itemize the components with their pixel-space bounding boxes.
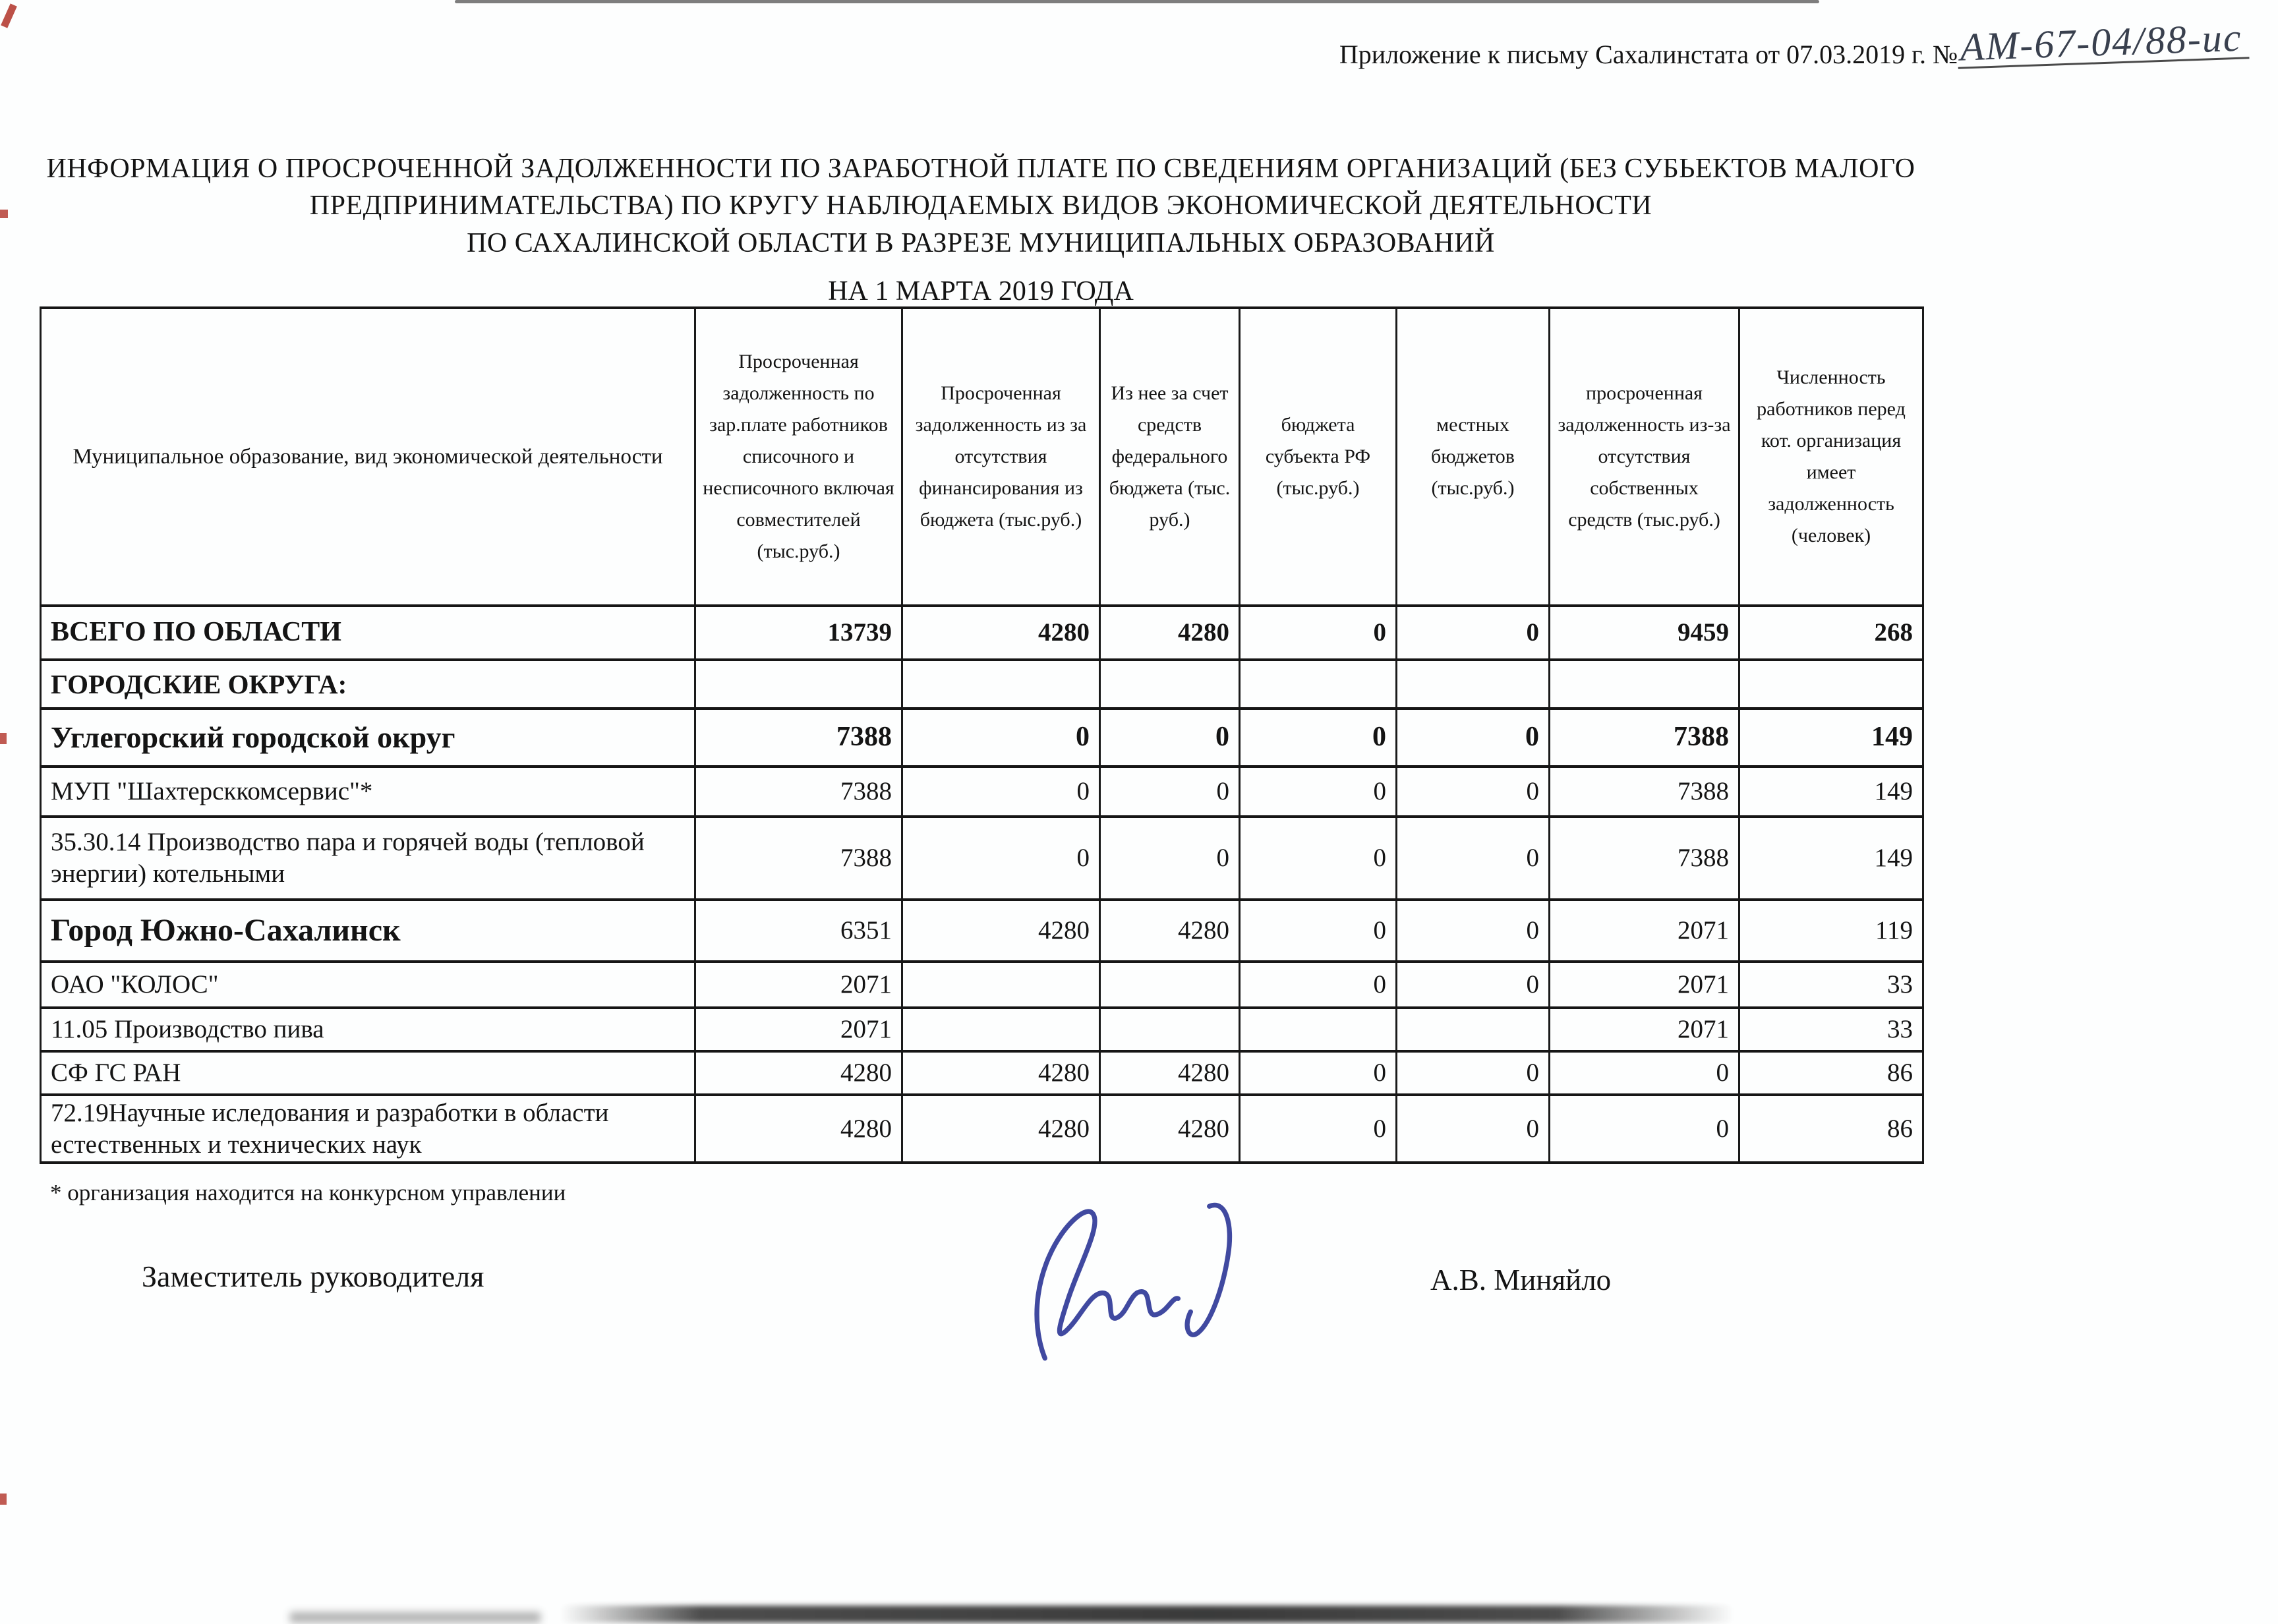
row-value: 0	[902, 817, 1100, 900]
row-value: 0	[902, 767, 1100, 817]
scan-artifact-red-mark	[0, 1494, 7, 1505]
column-header-employee-count: Численность работников перед кот. организация имеет задолженность (человек)	[1739, 308, 1923, 606]
handwritten-signature	[1002, 1193, 1266, 1371]
row-value: 33	[1739, 1008, 1923, 1051]
row-value: 0	[1550, 1051, 1739, 1095]
column-header-total-arrears: Просроченная задолженность по зар.плате работников списочного и несписочного включая совместителей (тыс.руб.)	[695, 308, 902, 606]
row-value: 4280	[902, 900, 1100, 962]
row-value: 0	[1100, 709, 1240, 767]
row-value: 0	[1397, 900, 1550, 962]
row-value: 268	[1739, 606, 1923, 660]
row-value: 4280	[695, 1051, 902, 1095]
row-value: 0	[1240, 767, 1397, 817]
row-value: 2071	[695, 962, 902, 1008]
row-value	[1240, 1008, 1397, 1051]
row-value	[1100, 962, 1240, 1008]
row-value: 7388	[1550, 817, 1739, 900]
row-label: ВСЕГО ПО ОБЛАСТИ	[41, 606, 695, 660]
row-value: 2071	[695, 1008, 902, 1051]
row-value: 0	[1100, 817, 1240, 900]
column-header-municipality: Муниципальное образование, вид экономической деятельности	[41, 308, 695, 606]
row-value: 0	[1397, 962, 1550, 1008]
row-value: 4280	[1100, 900, 1240, 962]
row-value	[1100, 660, 1240, 709]
row-label: МУП "Шахтерсккомсервис"*	[41, 767, 695, 817]
row-value: 0	[1240, 817, 1397, 900]
scan-artifact-red-mark	[1, 3, 17, 28]
row-label: 72.19Научные иследования и разработки в области естественных и технических наук	[41, 1095, 695, 1163]
row-value: 4280	[902, 606, 1100, 660]
row-value	[902, 1008, 1100, 1051]
table-row	[41, 1095, 1923, 1163]
row-label: ОАО "КОЛОС"	[41, 962, 695, 1008]
title-line-2: ПРЕДПРИНИМАТЕЛЬСТВА) ПО КРУГУ НАБЛЮДАЕМЫХ ВИДОВ ЭКОНОМИЧЕСКОЙ ДЕЯТЕЛЬНОСТИ	[309, 190, 1652, 221]
row-value: 0	[1397, 767, 1550, 817]
row-value: 0	[1550, 1095, 1739, 1163]
document-subtitle: НА 1 МАРТА 2019 ГОДА	[828, 276, 1134, 306]
row-value: 0	[1397, 606, 1550, 660]
row-value: 0	[1100, 767, 1240, 817]
row-label: Углегорский городской округ	[41, 709, 695, 767]
row-value	[902, 660, 1100, 709]
row-value: 0	[1240, 962, 1397, 1008]
row-value	[1100, 1008, 1240, 1051]
footnote: * организация находится на конкурсном управлении	[50, 1180, 566, 1205]
row-label: 11.05 Производство пива	[41, 1008, 695, 1051]
row-value: 13739	[695, 606, 902, 660]
table-row	[41, 1051, 1923, 1095]
row-label: СФ ГС РАН	[41, 1051, 695, 1095]
scan-artifact-bottom-shadow	[290, 1612, 540, 1623]
row-value	[695, 660, 902, 709]
row-value: 4280	[1100, 1051, 1240, 1095]
row-value: 0	[1397, 709, 1550, 767]
row-value: 4280	[902, 1095, 1100, 1163]
row-value: 0	[1240, 900, 1397, 962]
table-row	[41, 1008, 1923, 1051]
signer-name: А.В. Миняйло	[1430, 1263, 1612, 1296]
column-header-budget-arrears: Просроченная задолженность из за отсутствия финансирования из бюджета (тыс.руб.)	[902, 308, 1100, 606]
row-value	[902, 962, 1100, 1008]
table-row	[41, 900, 1923, 962]
row-value: 4280	[695, 1095, 902, 1163]
row-value: 86	[1739, 1095, 1923, 1163]
row-value	[1397, 1008, 1550, 1051]
row-value	[1240, 660, 1397, 709]
row-value: 149	[1739, 709, 1923, 767]
row-value: 2071	[1550, 900, 1739, 962]
row-value	[1739, 660, 1923, 709]
row-value: 0	[1397, 1095, 1550, 1163]
row-value	[1550, 660, 1739, 709]
row-value: 0	[1397, 817, 1550, 900]
row-value: 149	[1739, 767, 1923, 817]
scan-artifact-bottom-shadow	[560, 1606, 1734, 1623]
row-value: 7388	[695, 767, 902, 817]
table-row	[41, 606, 1923, 660]
row-value: 0	[1240, 709, 1397, 767]
row-value: 149	[1739, 817, 1923, 900]
appendix-label: Приложение к письму Сахалинстата от 07.03.2019 г. №	[1339, 40, 1958, 69]
row-value: 7388	[695, 709, 902, 767]
title-line-3: ПО САХАЛИНСКОЙ ОБЛАСТИ В РАЗРЕЗЕ МУНИЦИПАЛЬНЫХ ОБРАЗОВАНИЙ	[467, 227, 1495, 258]
column-header-local-budget: местных бюджетов (тыс.руб.)	[1397, 308, 1550, 606]
row-value: 9459	[1550, 606, 1739, 660]
arrears-table	[40, 306, 1924, 1164]
row-value: 0	[1240, 606, 1397, 660]
column-header-own-funds: просроченная задолженность из-за отсутствия собственных средств (тыс.руб.)	[1550, 308, 1739, 606]
row-value: 0	[1240, 1095, 1397, 1163]
row-value: 4280	[902, 1051, 1100, 1095]
row-value: 2071	[1550, 1008, 1739, 1051]
scan-artifact-red-mark	[0, 733, 7, 744]
row-value: 7388	[1550, 767, 1739, 817]
row-value: 4280	[1100, 606, 1240, 660]
row-value: 7388	[695, 817, 902, 900]
row-value: 6351	[695, 900, 902, 962]
table-row	[41, 817, 1923, 900]
row-value: 2071	[1550, 962, 1739, 1008]
column-header-federal-budget: Из нее за счет средств федерального бюджета (тыс. руб.)	[1100, 308, 1240, 606]
table-row	[41, 709, 1923, 767]
table-row	[41, 767, 1923, 817]
row-value: 7388	[1550, 709, 1739, 767]
document-title	[40, 150, 1922, 262]
appendix-reference-line	[1339, 15, 2249, 72]
row-value: 4280	[1100, 1095, 1240, 1163]
scan-artifact-red-mark	[0, 210, 8, 218]
row-label: 35.30.14 Производство пара и горячей воды (тепловой энергии) котельными	[41, 817, 695, 900]
table-row	[41, 962, 1923, 1008]
row-label: Город Южно-Сахалинск	[41, 900, 695, 962]
row-value: 119	[1739, 900, 1923, 962]
appendix-number-handwritten: АМ-67-04/88-ис	[1957, 17, 2250, 69]
row-value: 0	[902, 709, 1100, 767]
row-value: 0	[1397, 1051, 1550, 1095]
row-label: ГОРОДСКИЕ ОКРУГА:	[41, 660, 695, 709]
column-header-regional-budget: бюджета субъекта РФ (тыс.руб.)	[1240, 308, 1397, 606]
table-body	[41, 606, 1923, 1163]
title-line-1: ИНФОРМАЦИЯ О ПРОСРОЧЕННОЙ ЗАДОЛЖЕННОСТИ ПО ЗАРАБОТНОЙ ПЛАТЕ ПО СВЕДЕНИЯМ ОРГАНИЗАЦИЙ (БЕЗ СУБЬЕКТОВ МАЛОГО	[46, 154, 1915, 184]
signer-title: Заместитель руководителя	[142, 1260, 484, 1293]
table-row	[41, 660, 1923, 709]
row-value: 33	[1739, 962, 1923, 1008]
scan-artifact-top-line	[455, 0, 1819, 3]
table-header-row	[41, 308, 1923, 606]
row-value: 86	[1739, 1051, 1923, 1095]
row-value: 0	[1240, 1051, 1397, 1095]
row-value	[1397, 660, 1550, 709]
